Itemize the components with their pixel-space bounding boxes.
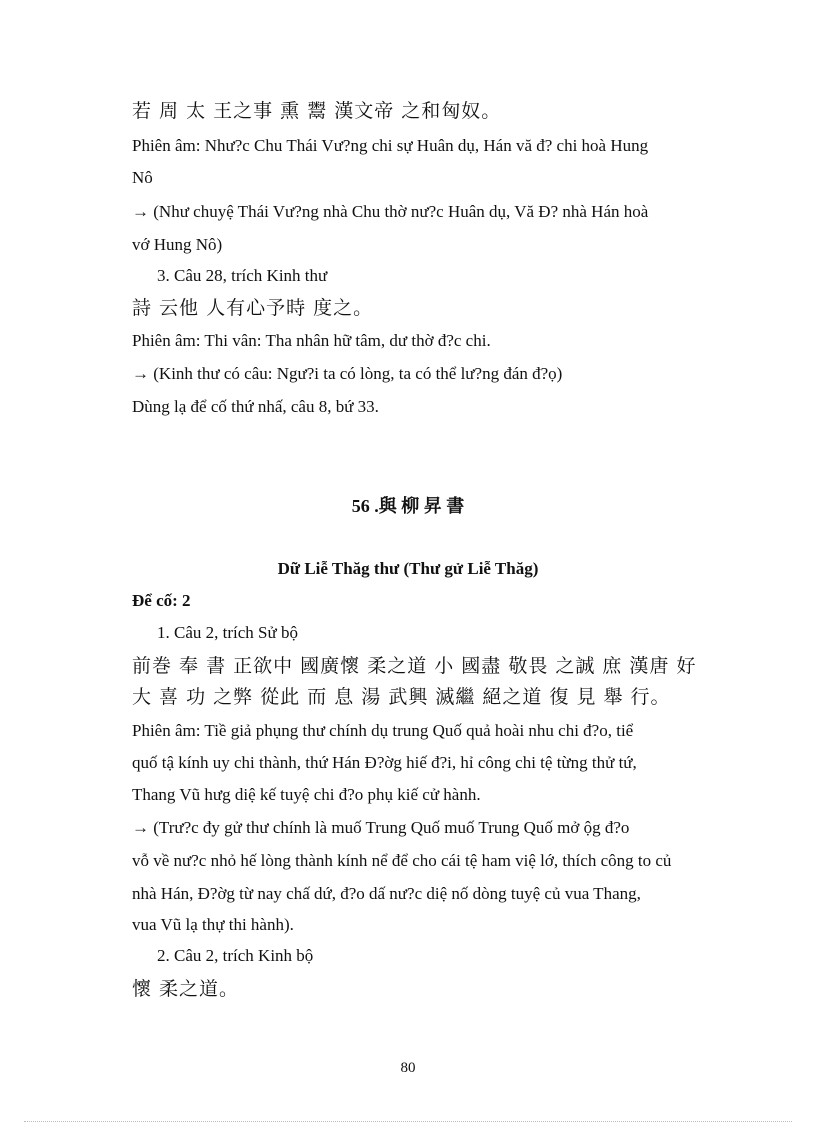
section-heading: 56 .與 柳 昇 書 <box>351 496 465 516</box>
citation-item: 3. Câu 28, trích Kinh thư <box>157 266 328 285</box>
translation-line: → (Kinh thư có câu: Ngư?i ta có lòng, ta có thể lư?ng đán đ?ọ) <box>132 364 563 383</box>
transliteration-line: Thang Vũ hưg diệ kế tuyệ chi đ?o phụ kiế cử hành. <box>132 785 481 804</box>
usage-note: Dùng lạ để cố thứ nhấ, câu 8, bứ 33. <box>132 397 379 416</box>
transliteration-line: Nô <box>132 168 153 187</box>
citation-item: 2. Câu 2, trích Kinh bộ <box>157 946 314 965</box>
classical-chinese-line: 若 周 太 王之事 熏 鬻 漢文帝 之和匈奴。 <box>132 100 502 122</box>
classical-chinese-line: 懷 柔之道。 <box>132 978 240 1000</box>
translation-line: nhà Hán, Đ?ờg từ nay chấ dứ, đ?o dấ nư?c diệ nố dòng tuyệ củ vua Thang, <box>132 884 641 903</box>
source-count: Để cố: 2 <box>132 591 191 610</box>
classical-chinese-line: 詩 云他 人有心予時 度之。 <box>132 297 374 319</box>
page-number: 80 <box>400 1060 416 1076</box>
transliteration-line: quố tậ kính uy chi thành, thứ Hán Đ?ờg hiế đ?i, hỉ công chi tệ từng thử tứ, <box>132 753 637 772</box>
translation-line: vỗ về nư?c nhỏ hế lòng thành kính nể để cho cái tệ ham việ lớ, thích công to củ <box>132 851 672 870</box>
translation-line: → (Như chuyệ Thái Vư?ng nhà Chu thờ nư?c Huân dụ, Vă Đ? nhà Hán hoà <box>132 202 649 221</box>
transliteration-line: Phiên âm: Thi vân: Tha nhân hữ tâm, dư thờ đ?c chi. <box>132 331 491 350</box>
transliteration-line: Phiên âm: Tiề giả phụng thư chính dụ trung Quố quả hoài nhu chi đ?o, tiể <box>132 721 634 740</box>
translation-line: vớ Hung Nô) <box>132 235 223 254</box>
transliteration-line: Phiên âm: Như?c Chu Thái Vư?ng chi sự Huân dụ, Hán vă đ? chi hoà Hung <box>132 136 649 155</box>
classical-chinese-line: 前巻 奉 書 正欲中 國廣懷 柔之道 小 國盡 敬畏 之誠 庶 漢唐 好 <box>132 655 697 677</box>
page-bottom-divider <box>24 1121 792 1122</box>
section-subheading: Dữ Liễ Thăg thư (Thư gử Liễ Thăg) <box>277 559 539 578</box>
classical-chinese-line: 大 喜 功 之弊 從此 而 息 湯 武興 滅繼 絕之道 復 見 舉 行。 <box>132 686 671 708</box>
translation-line: vua Vũ lạ thự thi hành). <box>132 915 294 934</box>
citation-item: 1. Câu 2, trích Sử bộ <box>157 623 298 642</box>
translation-line: → (Trư?c đy gử thư chính là muố Trung Quố muố Trung Quố mở ộg đ?o <box>132 818 630 837</box>
